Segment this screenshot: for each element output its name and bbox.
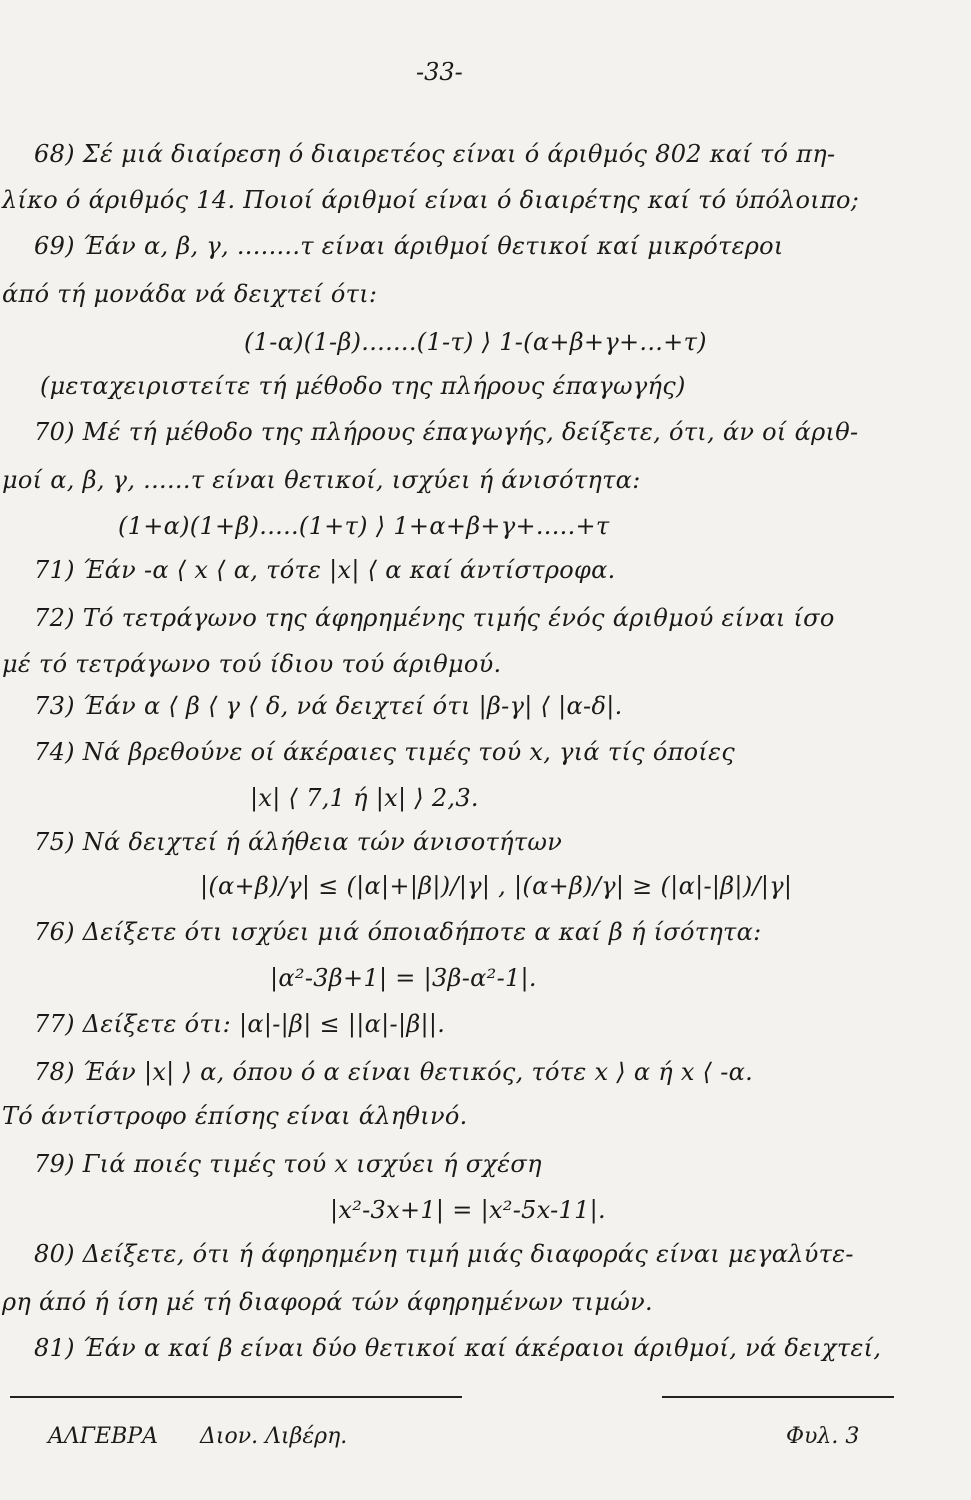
exercise-72-line-1: 72) Τό τετράγωνο της άφηρημένης τιμής ένός άριθμού είναι ίσο (34, 604, 835, 632)
exercise-70-line-1: 70) Μέ τή μέθοδο της πλήρους έπαγωγής, δείξετε, ότι, άν οί άριθ- (34, 418, 859, 446)
exercise-79-line-1: 79) Γιά ποιές τιμές τού x ισχύει ή σχέση (34, 1150, 542, 1178)
exercise-70-formula: (1+α)(1+β).....(1+τ) ⟩ 1+α+β+γ+.....+τ (118, 512, 610, 540)
exercise-73: 73) Έάν α ⟨ β ⟨ γ ⟨ δ, νά δειχτεί ότι |β-γ| ⟨ |α-δ|. (34, 692, 623, 720)
exercise-69-line-2: άπό τή μονάδα νά δειχτεί ότι: (2, 280, 378, 308)
exercise-71: 71) Έάν -α ⟨ x ⟨ α, τότε |x| ⟨ α καί άντίστροφα. (34, 556, 616, 584)
exercise-75-formula: |(α+β)/γ| ≤ (|α|+|β|)/|γ| , |(α+β)/γ| ≥ (|α|-|β|)/|γ| (200, 872, 793, 900)
exercise-79-formula: |x²-3x+1| = |x²-5x-11|. (330, 1196, 606, 1224)
footer-rule-left (10, 1396, 462, 1398)
footer-author: Διον. Λιβέρη. (200, 1424, 348, 1449)
exercise-80-line-1: 80) Δείξετε, ότι ή άφηρημένη τιμή μιάς διαφοράς είναι μεγαλύτε- (34, 1240, 854, 1268)
footer-subject: ΑΛΓΕΒΡΑ (48, 1424, 158, 1449)
exercise-78-line-1: 78) Έάν |x| ⟩ α, όπου ό α είναι θετικός, τότε x ⟩ α ή x ⟨ -α. (34, 1058, 754, 1086)
exercise-74-line-1: 74) Νά βρεθούνε οί άκέραιες τιμές τού x, γιά τίς όποίες (34, 738, 736, 766)
exercise-69-line-1: 69) Έάν α, β, γ, ........τ είναι άριθμοί θετικοί καί μικρότεροι (34, 232, 784, 260)
exercise-72-line-2: μέ τό τετράγωνο τού ίδιου τού άριθμού. (2, 650, 502, 678)
exercise-76-line-1: 76) Δείξετε ότι ισχύει μιά όποιαδήποτε α καί β ή ίσότητα: (34, 918, 762, 946)
exercise-69-hint: (μεταχειριστείτε τή μέθοδο της πλήρους έπαγωγής) (40, 372, 686, 400)
exercise-77: 77) Δείξετε ότι: |α|-|β| ≤ ||α|-|β||. (34, 1010, 446, 1038)
exercise-78-line-2: Τό άντίστροφο έπίσης είναι άληθινό. (2, 1102, 468, 1130)
exercise-75-line-1: 75) Νά δειχτεί ή άλήθεια τών άνισοτήτων (34, 828, 563, 856)
exercise-69-formula: (1-α)(1-β).......(1-τ) ⟩ 1-(α+β+γ+...+τ) (244, 328, 707, 356)
exercise-74-formula: |x| ⟨ 7,1 ή |x| ⟩ 2,3. (250, 784, 479, 812)
exercise-68-line-1: 68) Σέ μιά διαίρεση ό διαιρετέος είναι ό άριθμός 802 καί τό πη- (34, 140, 836, 168)
page-number: -33- (416, 58, 463, 86)
exercise-76-formula: |α²-3β+1| = |3β-α²-1|. (270, 964, 537, 992)
exercise-81-line-1: 81) Έάν α καί β είναι δύο θετικοί καί άκέραιοι άριθμοί, νά δειχτεί, (34, 1334, 882, 1362)
footer-sheet: Φυλ. 3 (786, 1424, 860, 1449)
exercise-70-line-2: μοί α, β, γ, ......τ είναι θετικοί, ισχύει ή άνισότητα: (2, 466, 641, 494)
exercise-80-line-2: ρη άπό ή ίση μέ τή διαφορά τών άφηρημένων τιμών. (2, 1288, 653, 1316)
footer-rule-right (662, 1396, 894, 1398)
exercise-68-line-2: λίκο ό άριθμός 14. Ποιοί άριθμοί είναι ό διαιρέτης καί τό ύπόλοιπο; (2, 186, 860, 214)
